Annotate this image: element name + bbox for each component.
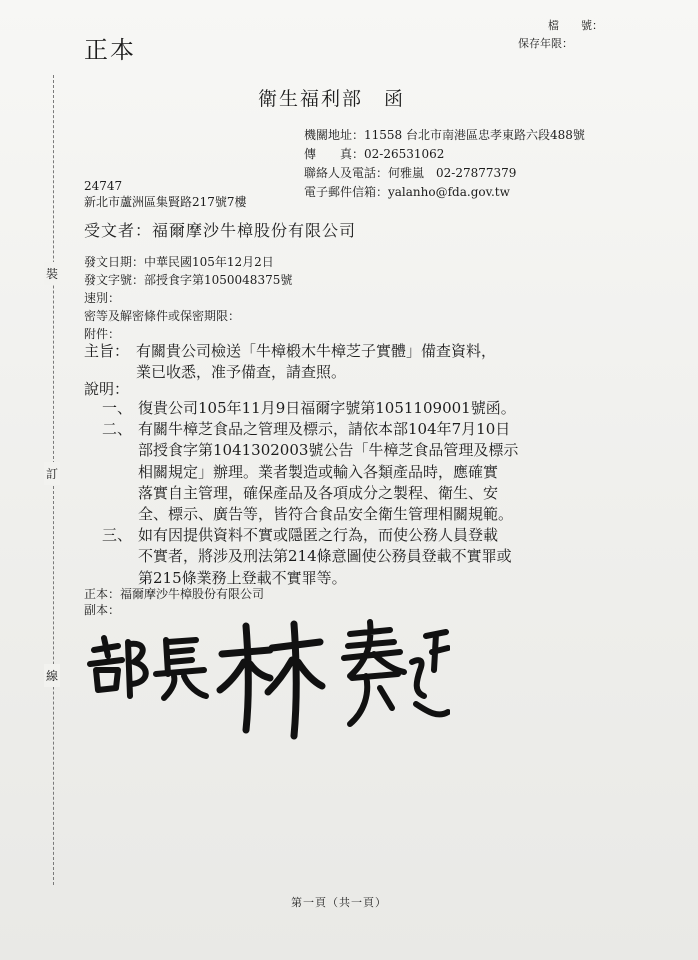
recipient: 受文者：福爾摩沙牛樟股份有限公司 [84, 221, 357, 240]
item-line: 有關牛樟芝食品之管理及標示，請依本部104年7月10日 [138, 420, 511, 439]
item-line: 相關規定」辦理。業者製造或輸入各類產品時，應確實 [138, 462, 499, 481]
explanation-label: 說明： [84, 380, 130, 398]
document-number: 發文字號：部授食字第1050048375號 [84, 273, 293, 287]
item-line: 復貴公司105年11月9日福爾字號第1051109001號函。 [138, 399, 516, 417]
item-line: 落實自主管理，確保產品及各項成分之製程、衛生、安 [138, 483, 499, 502]
copy-type-label: 正本 [84, 36, 136, 64]
copy-recipient: 副本： [84, 603, 121, 617]
issue-date: 發文日期：中華民國105年12月2日 [84, 255, 274, 269]
subject [84, 341, 496, 383]
sender-info [304, 126, 585, 202]
item-line: 全、標示、廣告等，皆符合食品安全衛生管理相關規範。 [138, 505, 514, 524]
item-number: 一、 [102, 399, 133, 417]
subject-label: 主旨： [84, 342, 130, 360]
binding-mark-ding: 訂 [44, 462, 60, 485]
attachments: 附件： [84, 327, 121, 341]
item-line: 第215條業務上登載不實罪等。 [138, 568, 347, 587]
item-line: 如有因提供資料不實或隱匿之行為，而使公務人員登載 [138, 526, 499, 545]
explanation-item [102, 525, 518, 589]
sender-contact: 聯絡人及電話：何雅嵐 02-27877379 [304, 166, 517, 180]
binding-mark-zhuang: 裝 [44, 262, 60, 285]
item-line: 不實者，將涉及刑法第214條意圖使公務員登載不實罪或 [138, 547, 512, 566]
original-recipient: 正本：福爾摩沙牛樟股份有限公司 [84, 587, 265, 601]
document-title: 衛生福利部 函 [258, 88, 406, 110]
sender-address: 機關地址：11558 台北市南港區忠孝東路六段488號 [304, 128, 585, 142]
security-level: 密等及解密條件或保密期限： [84, 309, 241, 323]
page-footer: 第一頁（共一頁） [291, 896, 387, 909]
delivery-speed: 速別： [84, 291, 121, 305]
subject-line-2: 業已收悉，准予備查，請查照。 [136, 363, 347, 381]
retention-period-label: 保存年限： [518, 37, 573, 50]
minister-signature [80, 612, 450, 742]
item-number: 二、 [102, 420, 133, 439]
recipient-address: 新北市蘆洲區集賢路217號7樓 [84, 195, 247, 209]
sender-fax: 傳 真：02-26531062 [304, 147, 445, 161]
item-number: 三、 [102, 526, 133, 545]
subject-line-1: 有關貴公司檢送「牛樟椴木牛樟芝子實體」備查資料， [136, 342, 497, 360]
sender-email: 電子郵件信箱：yalanho@fda.gov.tw [304, 185, 510, 199]
document-fields [84, 253, 292, 343]
item-line: 部授食字第1041302003號公告「牛樟芝食品管理及標示 [138, 441, 519, 460]
recipient-zip: 24747 [84, 179, 123, 193]
file-number-label: 檔 號： [548, 19, 603, 32]
binding-mark-xian: 線 [44, 664, 60, 687]
explanation-item [102, 419, 518, 525]
explanation-items [102, 398, 518, 589]
recipient-mailing-address [84, 178, 247, 210]
explanation-item [102, 398, 518, 419]
